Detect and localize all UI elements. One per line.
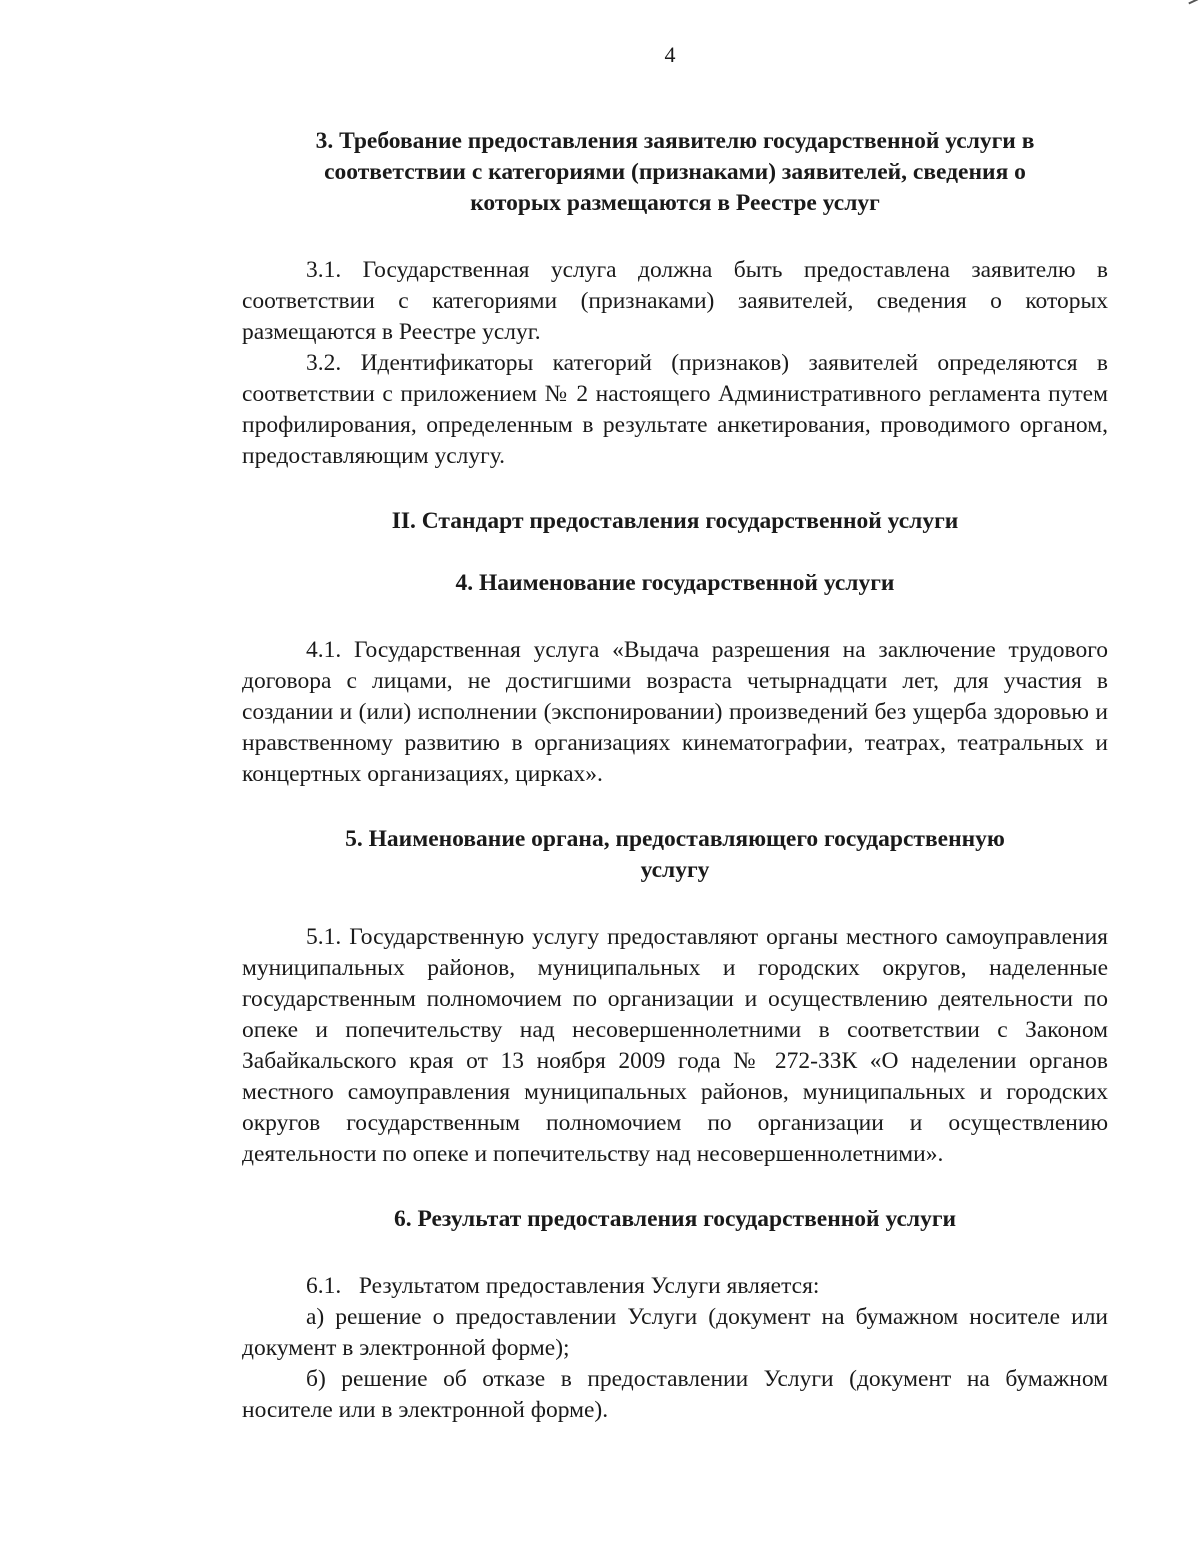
document-body xyxy=(242,126,1108,1426)
scan-mark xyxy=(1188,0,1200,12)
section-6-heading: 6. Результат предоставления государственной услуги xyxy=(393,1206,957,1232)
paragraph-6-1: 6.1. Результатом предоставления Услуги является: xyxy=(306,1273,820,1299)
part-2-heading: II. Стандарт предоставления государственной услуги xyxy=(391,508,959,534)
list-item-a: а) решение о предоставлении Услуги (документ на бумажном носителе или документ в электронной форме); xyxy=(242,1304,1108,1361)
paragraph-4-1: 4.1. Государственная услуга «Выдача разрешения на заключение трудового договора с лицами, не достигшими возраста четырнадцати лет, для участия в создании и (или) исполнении (экспонировании) произведений без ущерба здоровью и нравственному развитию в организациях кинематографии, театрах, театральных и концертных организациях, цирках». xyxy=(242,637,1108,787)
section-3-heading-line-2: соответствии с категориями (признаками) заявителей, сведения о xyxy=(324,159,1026,185)
section-3-heading-line-1: 3. Требование предоставления заявителю государственной услуги в xyxy=(315,128,1035,154)
section-3-heading xyxy=(242,126,1108,219)
section-5-heading xyxy=(242,824,1108,886)
paragraph-3-1: 3.1. Государственная услуга должна быть предоставлена заявителю в соответствии с категориями (признаками) заявителей, сведения о которых размещаются в Реестре услуг. xyxy=(242,257,1108,345)
section-5-heading-line-1: 5. Наименование органа, предоставляющего государственную xyxy=(345,826,1005,852)
section-3-heading-line-3: которых размещаются в Реестре услуг xyxy=(470,190,880,216)
list-item-b: б) решение об отказе в предоставлении Услуги (документ на бумажном носителе или в электронной форме). xyxy=(242,1366,1108,1423)
page-number: 4 xyxy=(664,42,676,67)
paragraph-5-1: 5.1. Государственную услугу предоставляют органы местного самоуправления муниципальных районов, муниципальных и городских округов, наделенные государственным полномочием по организации и осуществлению деятельности по опеке и попечительству над несовершеннолетними в соответствии с Законом Забайкальского края от 13 ноября 2009 года № 272-ЗЗК «О наделении органов местного самоуправления муниципальных районов, муниципальных и городских округов государственным полномочием по организации и осуществлению деятельности по опеке и попечительству над несовершеннолетними». xyxy=(242,924,1108,1167)
paragraph-3-2: 3.2. Идентификаторы категорий (признаков) заявителей определяются в соответствии с приложением № 2 настоящего Административного регламента путем профилирования, определенным в результате анкетирования, проводимого органом, предоставляющим услугу. xyxy=(242,350,1108,469)
section-4-heading: 4. Наименование государственной услуги xyxy=(455,570,895,596)
section-5-heading-line-2: услугу xyxy=(640,857,710,883)
